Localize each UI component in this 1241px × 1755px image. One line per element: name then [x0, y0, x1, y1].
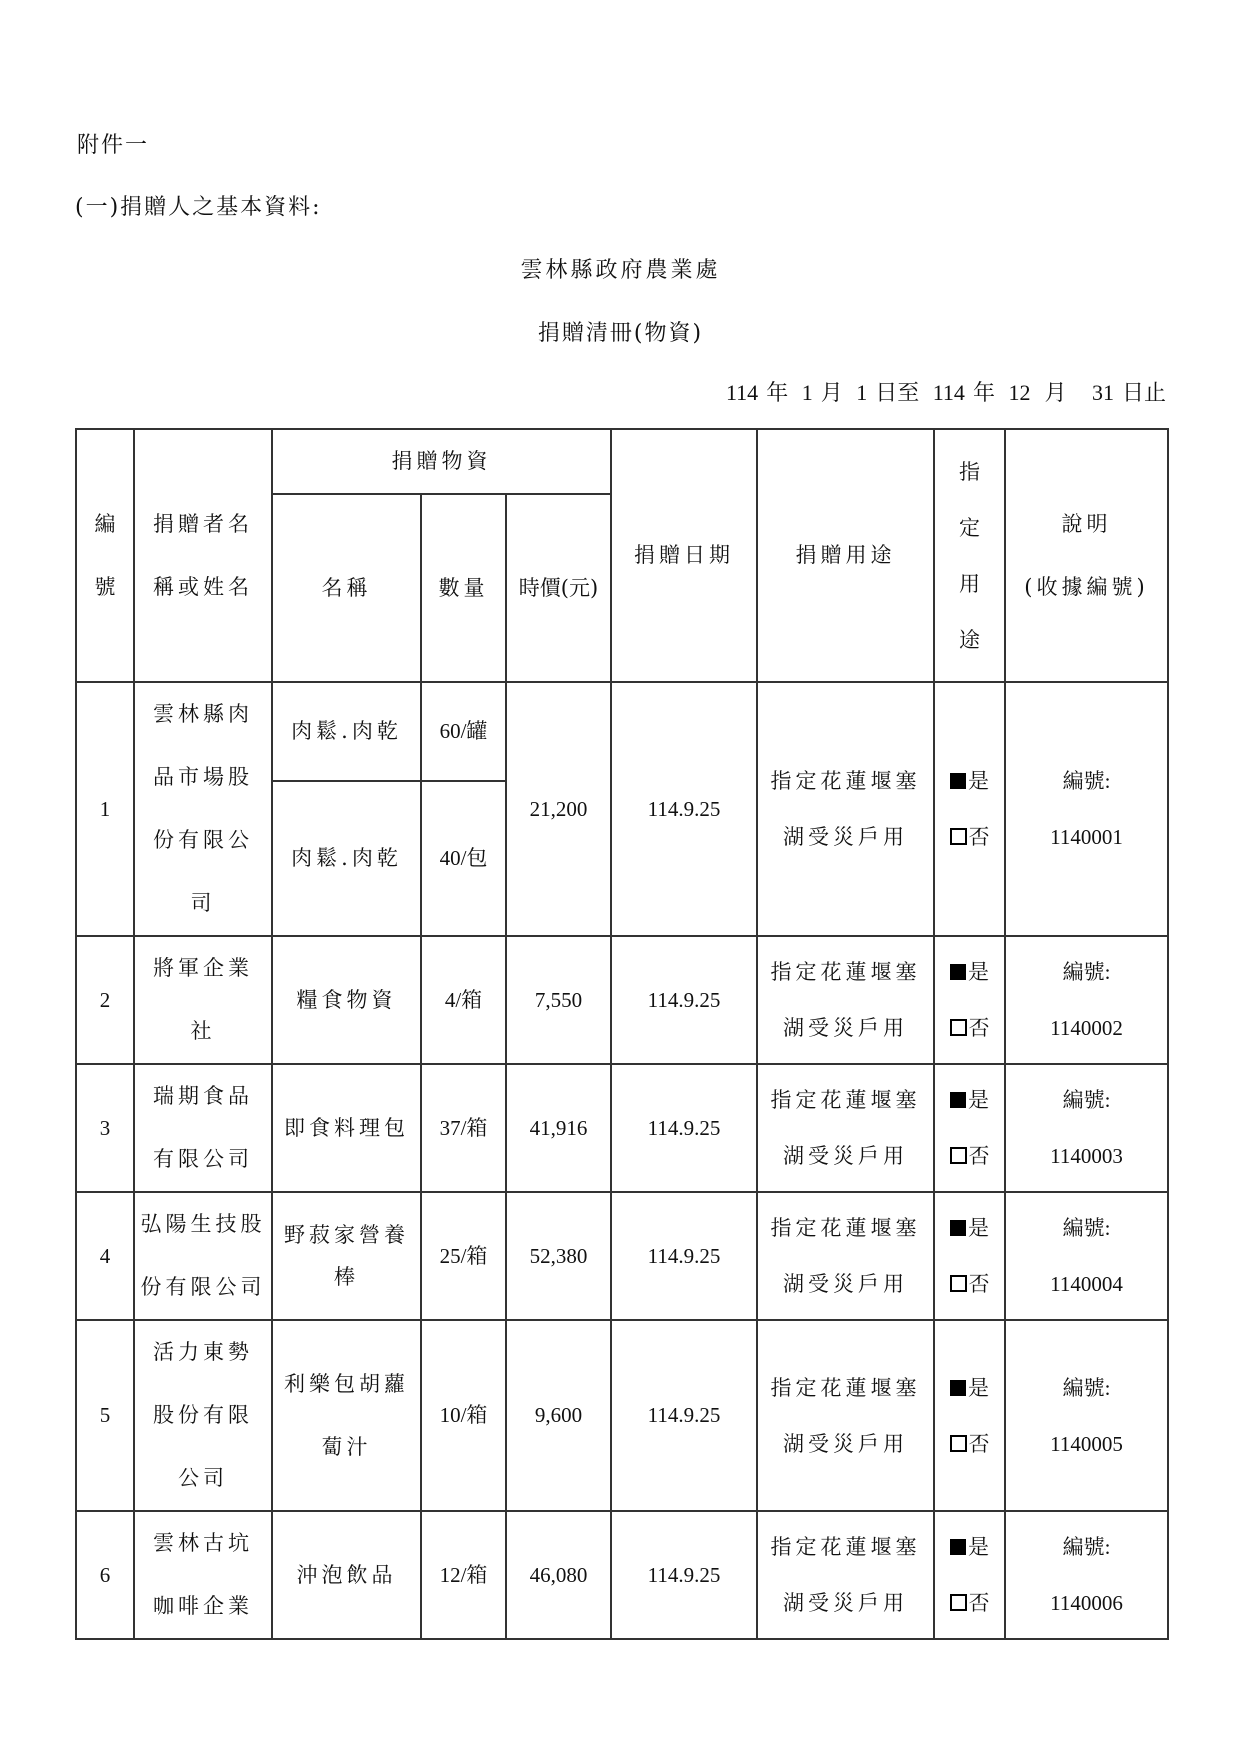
header-quantity: 數量: [421, 494, 506, 682]
item-quantity: 40/包: [421, 781, 506, 936]
donor-name: 雲林古坑 咖啡企業: [134, 1511, 272, 1639]
designated-no-option[interactable]: 否: [935, 1256, 1004, 1312]
header-goods-group: 捐贈物資: [272, 429, 611, 494]
header-no: 編 號: [76, 429, 134, 682]
item-price: 7,550: [506, 936, 611, 1064]
unchecked-box-icon[interactable]: [950, 1435, 967, 1452]
checked-box-icon[interactable]: [950, 1092, 966, 1108]
item-quantity: 60/罐: [421, 682, 506, 781]
receipt-note: 編號: 1140005: [1005, 1320, 1168, 1511]
header-note: 說明 (收據編號): [1005, 429, 1168, 682]
period-from-day: 1: [856, 380, 868, 405]
donation-purpose: 指定花蓮堰塞 湖受災戶用: [757, 1320, 934, 1511]
period-to-year: 114: [932, 380, 965, 405]
designated-no-option[interactable]: 否: [935, 809, 1004, 865]
unchecked-box-icon[interactable]: [950, 1147, 967, 1164]
designated-yes-option[interactable]: 是: [935, 1519, 1004, 1575]
period-from-month: 1: [801, 380, 813, 405]
unchecked-box-icon[interactable]: [950, 1594, 967, 1611]
receipt-note: 編號: 1140003: [1005, 1064, 1168, 1192]
header-item-name: 名稱: [272, 494, 421, 682]
donation-date: 114.9.25: [611, 1064, 757, 1192]
checked-box-icon[interactable]: [950, 1380, 966, 1396]
item-name: 沖泡飲品: [272, 1511, 421, 1639]
designated-choice: [934, 1064, 1005, 1192]
designated-yes-option[interactable]: 是: [935, 1072, 1004, 1128]
header-designated: 指 定 用 途: [934, 429, 1005, 682]
checked-box-icon[interactable]: [950, 773, 966, 789]
receipt-note: 編號: 1140006: [1005, 1511, 1168, 1639]
header-purpose: 捐贈用途: [757, 429, 934, 682]
donor-name: 雲林縣肉 品市場股 份有限公 司: [134, 682, 272, 936]
designated-choice: [934, 936, 1005, 1064]
designated-choice: [934, 682, 1005, 936]
period-to-month: 12: [1008, 380, 1031, 405]
unchecked-box-icon[interactable]: [950, 1019, 967, 1036]
item-price: 52,380: [506, 1192, 611, 1320]
designated-yes-option[interactable]: 是: [935, 944, 1004, 1000]
period-range: 114 年 1 月 1 日至 114 年 12 月 31 日止: [726, 380, 1166, 405]
donation-purpose: 指定花蓮堰塞 湖受災戶用: [757, 1192, 934, 1320]
item-price: 9,600: [506, 1320, 611, 1511]
header-price: 時價(元): [506, 494, 611, 682]
table-row: [76, 1192, 1168, 1320]
donation-date: 114.9.25: [611, 936, 757, 1064]
period-from-year: 114: [726, 380, 759, 405]
attachment-label: 附件一: [77, 133, 150, 158]
donor-name: 將軍企業 社: [134, 936, 272, 1064]
table-row: [76, 936, 1168, 1064]
row-number: 4: [76, 1192, 134, 1320]
checked-box-icon[interactable]: [950, 1220, 966, 1236]
item-quantity: 4/箱: [421, 936, 506, 1064]
row-number: 6: [76, 1511, 134, 1639]
receipt-note: 編號: 1140004: [1005, 1192, 1168, 1320]
designated-no-option[interactable]: 否: [935, 1128, 1004, 1184]
designated-yes-option[interactable]: 是: [935, 1360, 1004, 1416]
checked-box-icon[interactable]: [950, 964, 966, 980]
table-row: [76, 1064, 1168, 1192]
donation-date: 114.9.25: [611, 1192, 757, 1320]
donation-purpose: 指定花蓮堰塞 湖受災戶用: [757, 936, 934, 1064]
row-number: 3: [76, 1064, 134, 1192]
designated-choice: [934, 1511, 1005, 1639]
checked-box-icon[interactable]: [950, 1539, 966, 1555]
unchecked-box-icon[interactable]: [950, 828, 967, 845]
item-price: 21,200: [506, 682, 611, 936]
receipt-note: 編號: 1140001: [1005, 682, 1168, 936]
donor-name: 活力東勢 股份有限 公司: [134, 1320, 272, 1511]
donation-date: 114.9.25: [611, 1320, 757, 1511]
item-name: 利樂包胡蘿 蔔汁: [272, 1320, 421, 1511]
period-to-day: 31: [1091, 380, 1114, 405]
row-number: 5: [76, 1320, 134, 1511]
unchecked-box-icon[interactable]: [950, 1275, 967, 1292]
section-heading: (一)捐贈人之基本資料:: [75, 195, 322, 220]
item-price: 46,080: [506, 1511, 611, 1639]
item-name: 肉鬆.肉乾: [272, 682, 421, 781]
receipt-note: 編號: 1140002: [1005, 936, 1168, 1064]
donation-purpose: 指定花蓮堰塞 湖受災戶用: [757, 1511, 934, 1639]
item-name: 野菽家營養 棒: [272, 1192, 421, 1320]
document-subtitle: 捐贈清冊(物資): [537, 321, 704, 346]
donation-date: 114.9.25: [611, 682, 757, 936]
item-name: 肉鬆.肉乾: [272, 781, 421, 936]
document-title: 雲林縣政府農業處: [520, 258, 721, 283]
designated-yes-option[interactable]: 是: [935, 753, 1004, 809]
row-number: 2: [76, 936, 134, 1064]
item-quantity: 10/箱: [421, 1320, 506, 1511]
designated-choice: [934, 1320, 1005, 1511]
item-quantity: 25/箱: [421, 1192, 506, 1320]
donor-name: 弘陽生技股 份有限公司: [134, 1192, 272, 1320]
table-row: [76, 1320, 1168, 1511]
item-price: 41,916: [506, 1064, 611, 1192]
item-name: 糧食物資: [272, 936, 421, 1064]
donor-name: 瑞期食品 有限公司: [134, 1064, 272, 1192]
header-date: 捐贈日期: [611, 429, 757, 682]
designated-no-option[interactable]: 否: [935, 1575, 1004, 1631]
designated-no-option[interactable]: 否: [935, 1000, 1004, 1056]
header-donor: 捐贈者名 稱或姓名: [134, 429, 272, 682]
designated-no-option[interactable]: 否: [935, 1416, 1004, 1472]
designated-choice: [934, 1192, 1005, 1320]
designated-yes-option[interactable]: 是: [935, 1200, 1004, 1256]
donation-purpose: 指定花蓮堰塞 湖受災戶用: [757, 682, 934, 936]
donation-table: [75, 428, 1169, 1640]
donation-date: 114.9.25: [611, 1511, 757, 1639]
item-quantity: 12/箱: [421, 1511, 506, 1639]
item-name: 即食料理包: [272, 1064, 421, 1192]
table-row: [76, 682, 1168, 781]
donation-purpose: 指定花蓮堰塞 湖受災戶用: [757, 1064, 934, 1192]
item-quantity: 37/箱: [421, 1064, 506, 1192]
table-row: [76, 1511, 1168, 1639]
row-number: 1: [76, 682, 134, 936]
